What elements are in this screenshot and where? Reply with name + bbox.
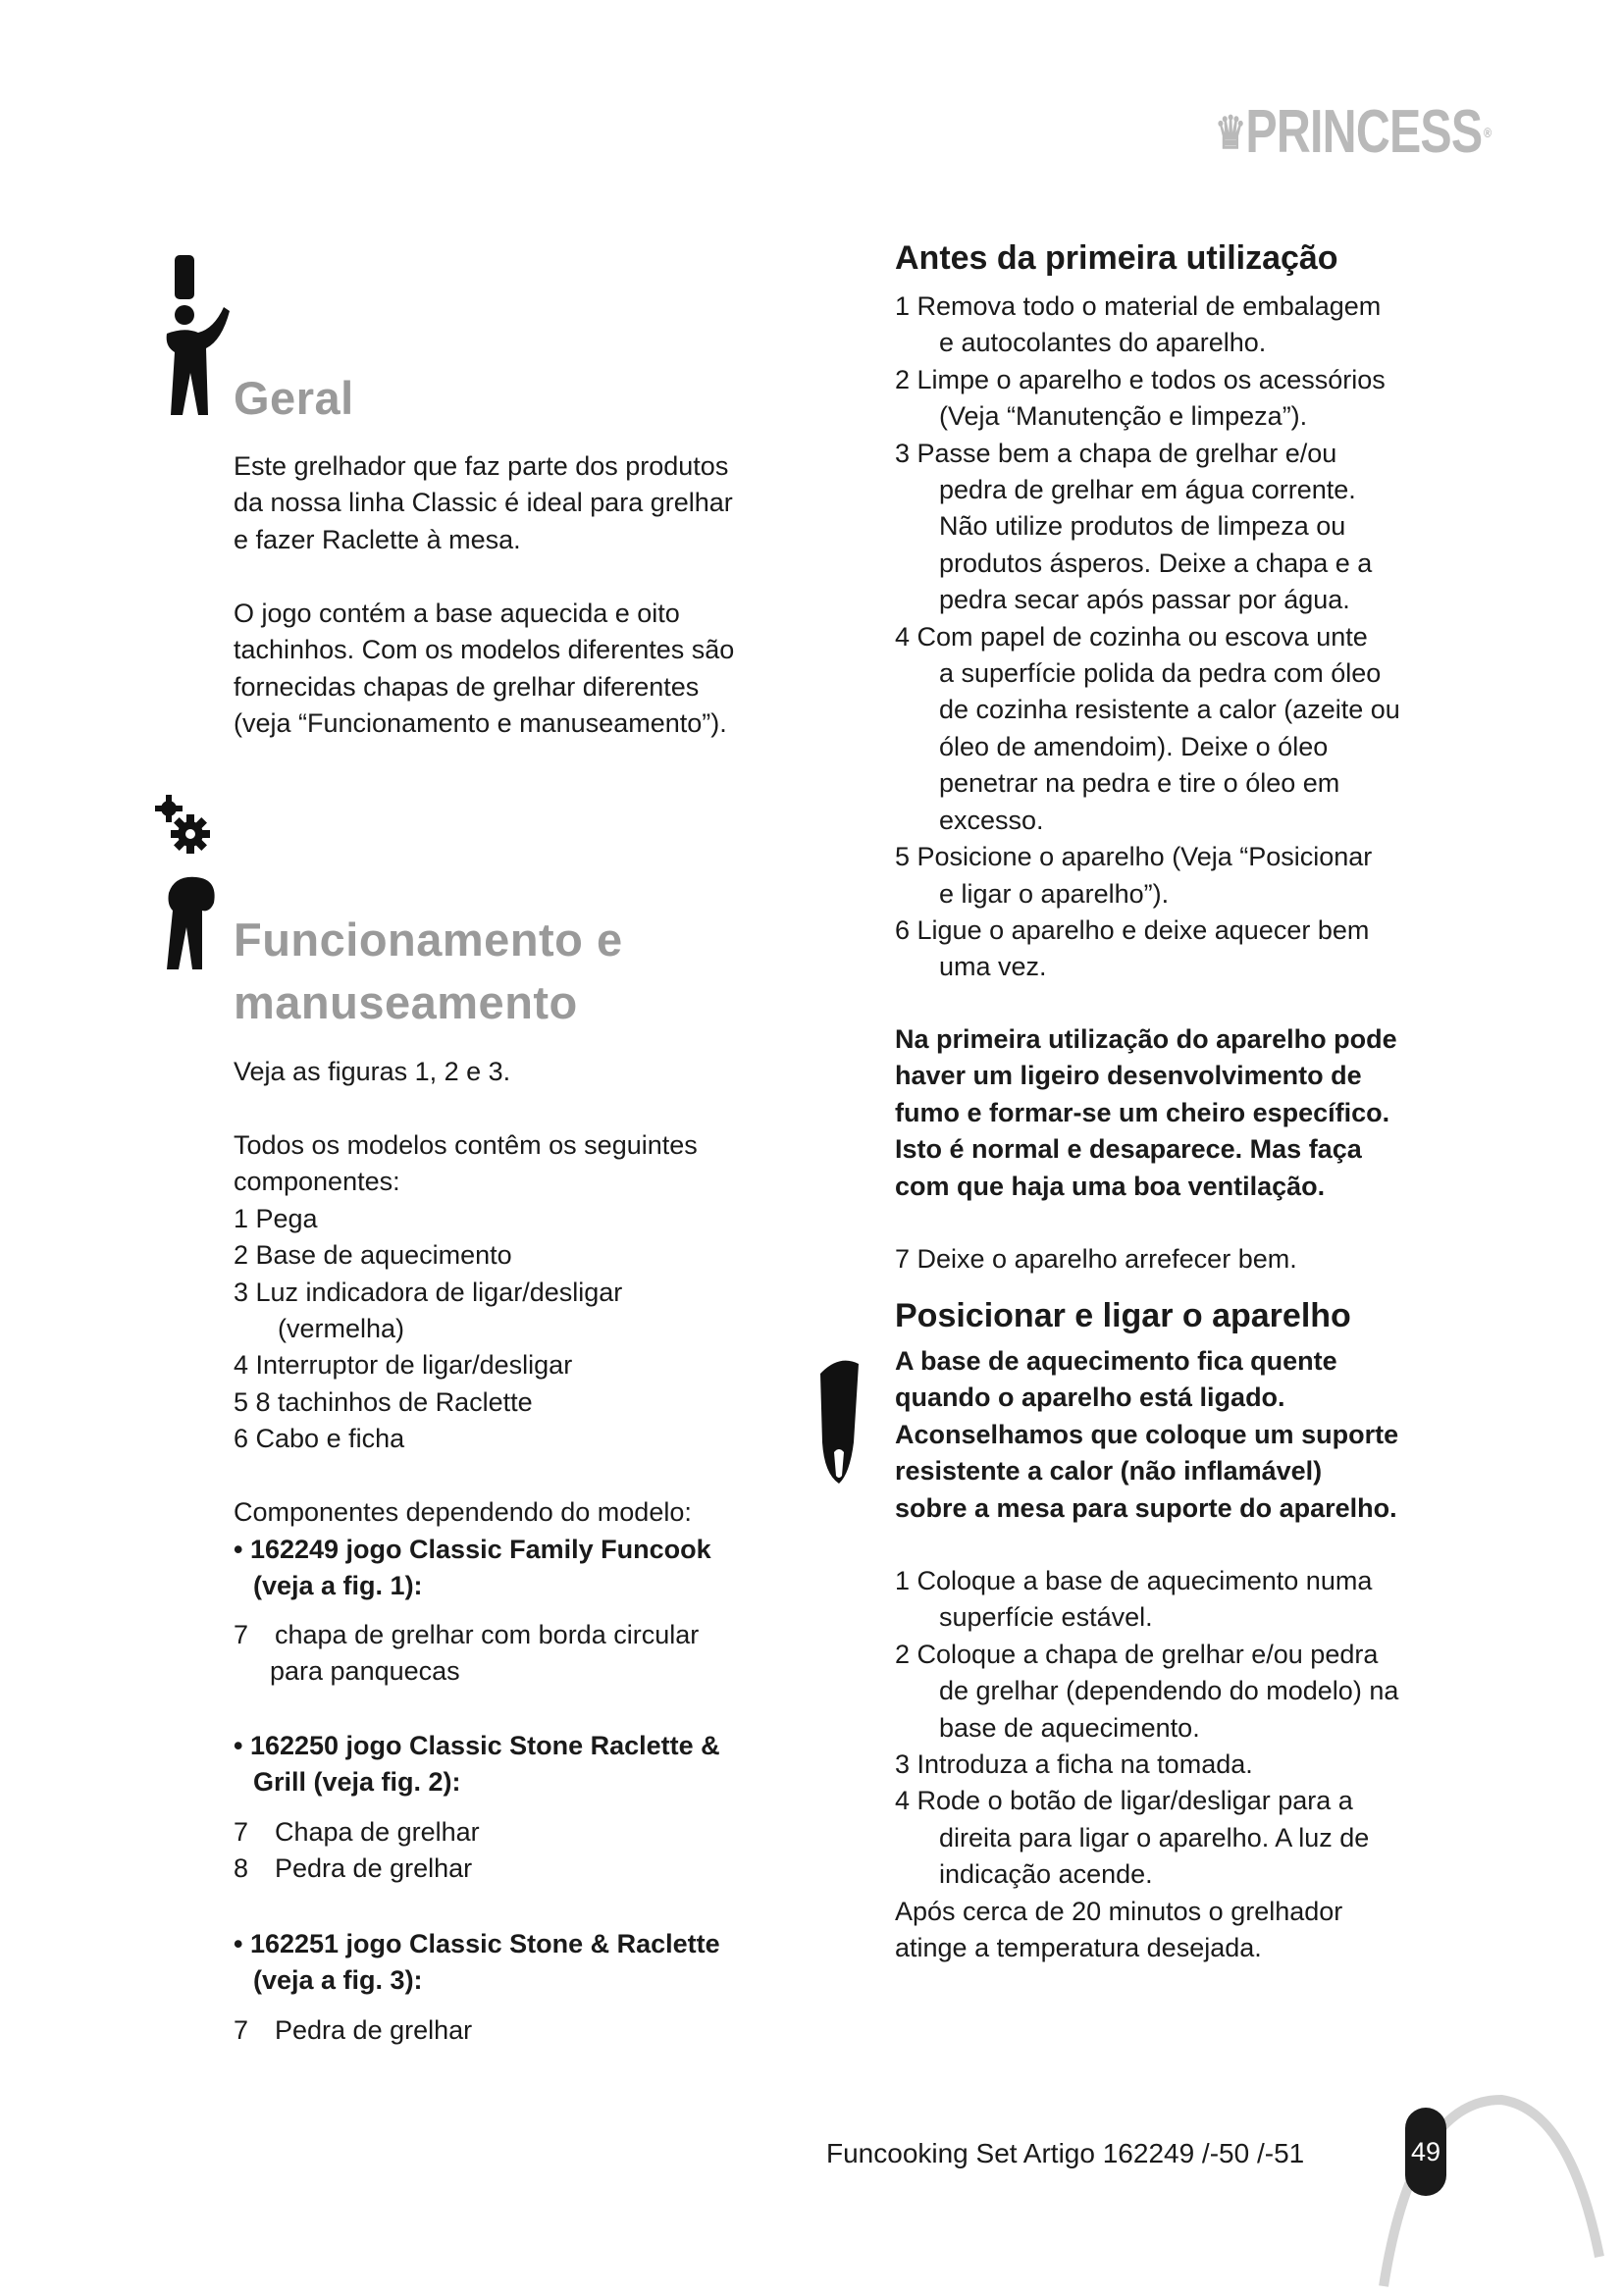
step-line: 3 Introduza a ficha na tomada.	[895, 1749, 1253, 1780]
step-line: 2 Limpe o aparelho e todos os acessórios	[895, 364, 1386, 394]
step-line: direita para ligar o aparelho. A luz de	[939, 1822, 1370, 1852]
step-line: superfície estável.	[939, 1602, 1153, 1633]
text-line: Na primeira utilização do aparelho pode	[895, 1024, 1397, 1054]
step-line: e ligar o aparelho”).	[939, 878, 1170, 909]
geral-paragraph-2	[234, 596, 734, 743]
before-steps-list	[895, 288, 1400, 986]
text-line: A base de aquecimento fica quente	[895, 1346, 1337, 1376]
step-line: indicação acende.	[939, 1859, 1153, 1890]
model-2-items	[234, 1814, 480, 1888]
before-first-use-title: Antes da primeira utilização	[895, 239, 1338, 277]
step-line: 6 Ligue o aparelho e deixe aquecer bem	[895, 914, 1370, 945]
step-line: Não utilize produtos de limpeza ou	[939, 511, 1346, 542]
step-line: pedra secar após passar por água.	[939, 585, 1350, 615]
item-text: Pedra de grelhar	[275, 1853, 473, 1884]
component-item: 2 Base de aquecimento	[234, 1240, 512, 1271]
text-line: fumo e formar-se um cheiro específico.	[895, 1097, 1390, 1127]
step-line: 1 Coloque a base de aquecimento numa	[895, 1566, 1373, 1595]
item-number: 8	[234, 1853, 249, 1884]
component-item: 5 8 tachinhos de Raclette	[234, 1386, 533, 1417]
item-text: chapa de grelhar com borda circular	[275, 1620, 700, 1649]
page-number: 49	[1405, 2108, 1446, 2196]
decorative-arc	[1354, 2041, 1609, 2296]
text-line: da nossa linha Classic é ideal para grelhar	[234, 488, 733, 518]
depending-text: Componentes dependendo do modelo:	[234, 1497, 692, 1527]
step-line: atinge a temperatura desejada.	[895, 1933, 1262, 1963]
logo-mark: ®	[1483, 125, 1492, 140]
list-item	[234, 1617, 699, 1653]
step-line: uma vez.	[939, 952, 1047, 982]
logo-text: PRINCESS	[1245, 98, 1483, 166]
text-line: fornecidas chapas de grelhar diferentes	[234, 671, 700, 702]
step-line: óleo de amendoim). Deixe o óleo	[939, 731, 1329, 761]
text-line: (veja a fig. 1):	[253, 1571, 423, 1601]
step-line: produtos ásperos. Deixe a chapa e a	[939, 548, 1373, 578]
component-item: 4 Interruptor de ligar/desligar	[234, 1350, 573, 1381]
model-1-items	[234, 1617, 699, 1691]
gear-person-icon	[155, 795, 234, 971]
item-number: 7	[234, 1817, 249, 1847]
list-item	[234, 2012, 472, 2049]
text-line: (veja “Funcionamento e manuseamento”).	[234, 708, 727, 739]
title-line: Funcionamento e	[234, 913, 623, 965]
first-use-warning	[895, 1021, 1397, 1205]
see-figures-text: Veja as figuras 1, 2 e 3.	[234, 1057, 511, 1086]
position-title: Posicionar e ligar o aparelho	[895, 1297, 1351, 1334]
step-line: 3 Passe bem a chapa de grelhar e/ou	[895, 438, 1337, 468]
position-steps-list	[895, 1563, 1398, 1966]
warning-icon	[812, 1354, 866, 1491]
list-item	[234, 1851, 480, 1887]
position-warning	[895, 1343, 1398, 1527]
item-text: Chapa de grelhar	[275, 1817, 480, 1847]
step-line: a superfície polida da pedra com óleo	[939, 658, 1382, 689]
geral-title: Geral	[234, 372, 354, 424]
item-text: Pedra de grelhar	[275, 2015, 473, 2045]
text-line: Aconselhamos que coloque um suporte	[895, 1419, 1399, 1449]
step-line: pedra de grelhar em água corrente.	[939, 475, 1356, 505]
text-line: tachinhos. Com os modelos diferentes são	[234, 635, 735, 665]
text-line: • 162251 jogo Classic Stone & Raclette	[234, 1929, 720, 1958]
step-line: base de aquecimento.	[939, 1712, 1200, 1743]
item-number: 7	[234, 1620, 249, 1649]
step-line: de cozinha resistente a calor (azeite ou	[939, 695, 1400, 725]
text-line: com que haja uma boa ventilação.	[895, 1171, 1326, 1201]
step-line: penetrar na pedra e tire o óleo em	[939, 768, 1340, 799]
step-line: 1 Remova todo o material de embalagem	[895, 291, 1382, 321]
text-line: quando o aparelho está ligado.	[895, 1383, 1285, 1413]
component-item: 1 Pega	[234, 1203, 318, 1233]
model-2-heading	[234, 1728, 720, 1801]
step-line: Após cerca de 20 minutos o grelhador	[895, 1896, 1343, 1926]
step-line: 4 Com papel de cozinha ou escova unte	[895, 621, 1368, 652]
list-item	[234, 1814, 480, 1851]
list-item	[234, 1653, 699, 1690]
item-text: para panquecas	[270, 1656, 460, 1687]
step-7: 7 Deixe o aparelho arrefecer bem.	[895, 1244, 1297, 1274]
component-item: 3 Luz indicadora de ligar/desligar	[234, 1277, 623, 1307]
text-line: sobre a mesa para suporte do aparelho.	[895, 1492, 1397, 1523]
text-line: Isto é normal e desaparece. Mas faça	[895, 1134, 1362, 1165]
title-line: manuseamento	[234, 976, 578, 1028]
princess-logo	[1215, 98, 1492, 167]
components-list	[234, 1127, 698, 1458]
text-line: O jogo contém a base aquecida e oito	[234, 599, 680, 628]
text-line: Este grelhador que faz parte dos produtos	[234, 451, 729, 481]
geral-paragraph-1	[234, 448, 733, 558]
model-3-items	[234, 2012, 472, 2049]
step-line: e autocolantes do aparelho.	[939, 328, 1267, 358]
text-line: Grill (veja fig. 2):	[253, 1767, 461, 1798]
info-person-icon	[157, 250, 236, 417]
step-line: 2 Coloque a chapa de grelhar e/ou pedra	[895, 1639, 1379, 1669]
text-line: • 162249 jogo Classic Family Funcook	[234, 1535, 711, 1564]
model-3-heading	[234, 1926, 720, 2000]
funcionamento-title	[234, 909, 623, 1034]
step-line: (Veja “Manutenção e limpeza”).	[939, 401, 1308, 432]
text-line: e fazer Raclette à mesa.	[234, 524, 521, 554]
component-item: (vermelha)	[278, 1314, 405, 1344]
step-line: excesso.	[939, 805, 1044, 835]
text-line: (veja a fig. 3):	[253, 1965, 423, 1996]
text-line: haver um ligeiro desenvolvimento de	[895, 1061, 1362, 1091]
step-line: 4 Rode o botão de ligar/desligar para a	[895, 1786, 1353, 1816]
step-line: de grelhar (dependendo do modelo) na	[939, 1676, 1399, 1706]
item-number: 7	[234, 2015, 249, 2045]
component-item: 6 Cabo e ficha	[234, 1424, 405, 1454]
text-line: componentes:	[234, 1167, 400, 1197]
text-line: • 162250 jogo Classic Stone Raclette &	[234, 1731, 720, 1760]
model-1-heading	[234, 1532, 711, 1605]
footer-text: Funcooking Set Artigo 162249 /-50 /-51	[826, 2138, 1305, 2168]
text-line: resistente a calor (não inflamável)	[895, 1456, 1323, 1487]
crown-icon: ♛	[1215, 107, 1246, 158]
step-line: 5 Posicione o aparelho (Veja “Posicionar	[895, 842, 1373, 872]
text-line: Todos os modelos contêm os seguintes	[234, 1130, 698, 1160]
